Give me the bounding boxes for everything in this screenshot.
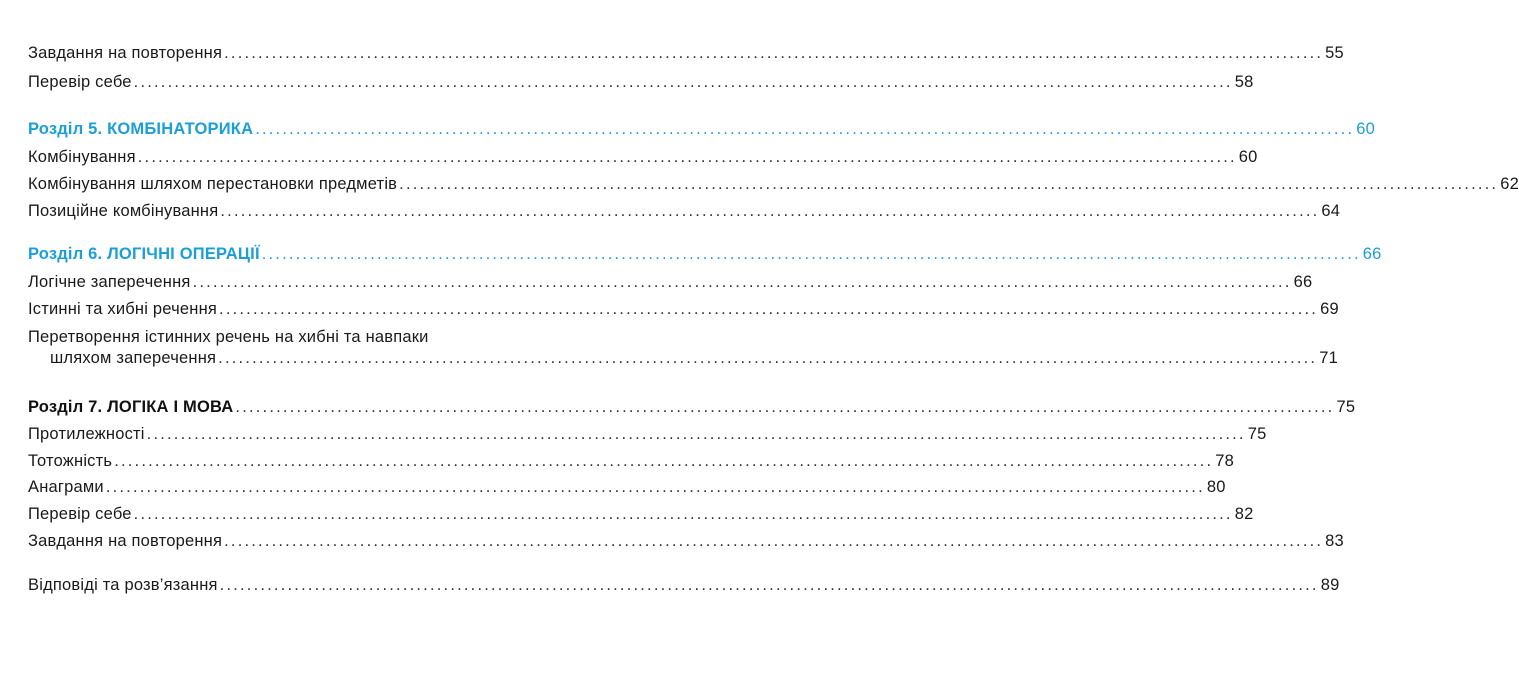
toc-leader: .................................................................................................................................................................. — [146, 425, 1246, 443]
toc-leader: .................................................................................................................................................................. — [219, 576, 1319, 594]
toc-entry[interactable] — [28, 146, 1258, 168]
toc-entry-title: Завдання на повторення — [28, 44, 223, 62]
toc-leader: .................................................................................................................................................................. — [219, 300, 1319, 318]
toc-entry-page: 58 — [1234, 73, 1254, 91]
toc-entry-page: 62 — [1500, 175, 1519, 193]
toc-leader: .................................................................................................................................................................. — [224, 44, 1324, 62]
toc-entry[interactable] — [28, 173, 1519, 195]
toc-entry-page: 89 — [1320, 576, 1340, 594]
toc-entry-title: Перевір себе — [28, 73, 132, 91]
toc-entry-page: 66 — [1293, 273, 1313, 291]
toc-leader: .................................................................................................................................................................. — [133, 73, 1233, 91]
toc-entry-page: 82 — [1234, 505, 1254, 523]
toc-entry[interactable] — [28, 503, 1254, 525]
toc-entry-page: 80 — [1206, 478, 1226, 496]
toc-leader: .................................................................................................................................................................. — [224, 532, 1324, 550]
toc-section-title: Розділ 6. ЛОГІЧНІ ОПЕРАЦІЇ — [28, 245, 260, 263]
toc-entry[interactable] — [28, 423, 1267, 445]
toc-leader: .................................................................................................................................................................. — [218, 349, 1318, 367]
toc-leader: .................................................................................................................................................................. — [399, 175, 1499, 193]
toc-leader: .................................................................................................................................................................. — [137, 148, 1237, 166]
toc-entry-page: 64 — [1321, 202, 1341, 220]
toc-entry-title: Тотожність — [28, 452, 113, 470]
toc-entry-page: 69 — [1320, 300, 1339, 318]
toc-entry-title: Позиційне комбінування — [28, 202, 219, 220]
toc-entry-page: 60 — [1238, 148, 1258, 166]
toc-entry[interactable] — [28, 271, 1313, 293]
toc-entry[interactable] — [50, 347, 1338, 369]
toc-entry-title: Комбінування шляхом перестановки предметів — [28, 175, 398, 193]
toc-entry-page: 71 — [1319, 349, 1338, 367]
toc-section-7[interactable] — [28, 396, 1356, 418]
toc-entry-title: Істинні та хибні речення — [28, 300, 218, 318]
toc-entry[interactable] — [28, 476, 1226, 498]
toc-entry-title-line1[interactable]: Перетворення істинних речень на хибні та навпаки — [28, 328, 429, 346]
toc-leader: .................................................................................................................................................................. — [105, 478, 1205, 496]
toc-leader: .................................................................................................................................................................. — [255, 120, 1355, 138]
toc-entry-title: Перевір себе — [28, 505, 132, 523]
toc-entry-title: Логічне заперечення — [28, 273, 191, 291]
toc-leader: .................................................................................................................................................................. — [220, 202, 1320, 220]
toc-entry-title: Комбінування — [28, 148, 136, 166]
toc-leader: .................................................................................................................................................................. — [235, 398, 1335, 416]
toc-entry[interactable] — [28, 530, 1344, 552]
toc-section-page: 66 — [1362, 245, 1382, 263]
toc-entry[interactable] — [28, 574, 1340, 596]
toc-section-title: Розділ 7. ЛОГІКА І МОВА — [28, 398, 234, 416]
toc-leader: .................................................................................................................................................................. — [192, 273, 1292, 291]
toc-entry[interactable] — [28, 71, 1254, 93]
toc-entry-page: 75 — [1247, 425, 1267, 443]
toc-entry[interactable] — [28, 450, 1234, 472]
toc-entry-title-line2: шляхом заперечення — [50, 349, 217, 367]
toc-entry-title: Відповіді та розв’язання — [28, 576, 218, 594]
toc-entry-page: 83 — [1325, 532, 1344, 550]
toc-leader: .................................................................................................................................................................. — [261, 245, 1361, 263]
toc-section-page: 75 — [1336, 398, 1356, 416]
toc-section-6[interactable] — [28, 243, 1382, 265]
toc-leader: .................................................................................................................................................................. — [114, 452, 1214, 470]
toc-section-page: 60 — [1356, 120, 1375, 138]
toc-leader: .................................................................................................................................................................. — [133, 505, 1233, 523]
toc-entry[interactable] — [28, 42, 1344, 64]
toc-entry[interactable] — [28, 200, 1341, 222]
toc-section-title: Розділ 5. КОМБІНАТОРИКА — [28, 120, 254, 138]
toc-entry-page: 78 — [1215, 452, 1234, 470]
toc-entry-title: Протилежності — [28, 425, 145, 443]
toc-entry-title: Анаграми — [28, 478, 104, 496]
toc-entry[interactable] — [28, 298, 1339, 320]
toc-entry-title: Завдання на повторення — [28, 532, 223, 550]
toc-entry-page: 55 — [1325, 44, 1344, 62]
toc-section-5[interactable] — [28, 118, 1375, 140]
